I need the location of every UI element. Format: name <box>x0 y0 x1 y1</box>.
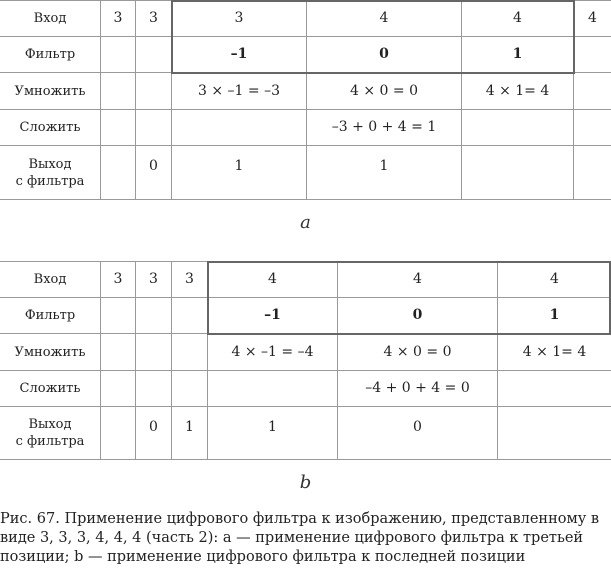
input-cell: 4 <box>462 1 574 37</box>
input-cell: 3 <box>101 262 136 298</box>
output-cell: 1 <box>307 146 462 200</box>
empty-cell <box>101 110 136 146</box>
sum-cell: –4 + 0 + 4 = 0 <box>338 371 498 407</box>
empty-cell <box>101 371 136 407</box>
empty-cell <box>136 37 172 73</box>
label-sum: Сложить <box>0 110 101 146</box>
output-cell: 1 <box>172 146 307 200</box>
empty-cell <box>574 73 611 110</box>
label-filter: Фильтр <box>0 37 101 73</box>
output-cell: 0 <box>136 146 172 200</box>
empty-cell <box>462 146 574 200</box>
input-cell: 4 <box>208 262 338 298</box>
empty-cell <box>462 110 574 146</box>
sublabel-a: a <box>300 212 311 233</box>
empty-cell <box>172 110 307 146</box>
empty-cell <box>574 146 611 200</box>
empty-cell <box>101 407 136 460</box>
input-cell: 3 <box>101 1 136 37</box>
multiply-cell: 4 × 1= 4 <box>498 334 611 371</box>
filter-cell: –1 <box>208 298 338 334</box>
empty-cell <box>172 298 208 334</box>
multiply-cell: 4 × –1 = –4 <box>208 334 338 371</box>
output-cell: 0 <box>338 407 498 460</box>
output-cell: 1 <box>208 407 338 460</box>
input-cell: 4 <box>307 1 462 37</box>
caption-text: Применение цифрового фильтра к изображению, представленному в виде 3, 3, 3, 4, 4, 4 (часть 2): a — применение цифрового фильтра к третьей позиции; b — применение цифрового фильтра к последней позиции <box>0 511 600 565</box>
table-a <box>0 0 611 200</box>
input-cell: 4 <box>574 1 611 37</box>
empty-cell <box>136 371 172 407</box>
table-b <box>0 261 611 460</box>
empty-cell <box>101 73 136 110</box>
multiply-cell: 3 × –1 = –3 <box>172 73 307 110</box>
figure-number: Рис. 67. <box>0 511 60 527</box>
empty-cell <box>172 334 208 371</box>
empty-cell <box>574 37 611 73</box>
empty-cell <box>101 146 136 200</box>
filter-cell: 1 <box>462 37 574 73</box>
sum-cell: –3 + 0 + 4 = 1 <box>307 110 462 146</box>
input-cell: 3 <box>172 1 307 37</box>
label-input: Вход <box>0 1 101 37</box>
output-cell: 0 <box>136 407 172 460</box>
multiply-cell: 4 × 1= 4 <box>462 73 574 110</box>
input-cell: 4 <box>498 262 611 298</box>
empty-cell <box>498 407 611 460</box>
label-multiply: Умножить <box>0 334 101 371</box>
output-cell: 1 <box>172 407 208 460</box>
empty-cell <box>136 110 172 146</box>
input-cell: 3 <box>136 262 172 298</box>
label-multiply: Умножить <box>0 73 101 110</box>
multiply-cell: 4 × 0 = 0 <box>307 73 462 110</box>
empty-cell <box>101 298 136 334</box>
empty-cell <box>498 371 611 407</box>
filter-cell: 0 <box>307 37 462 73</box>
label-sum: Сложить <box>0 371 101 407</box>
empty-cell <box>208 371 338 407</box>
label-input: Вход <box>0 262 101 298</box>
figure-caption <box>0 510 611 567</box>
filter-cell: 1 <box>498 298 611 334</box>
empty-cell <box>136 298 172 334</box>
empty-cell <box>574 110 611 146</box>
input-cell: 3 <box>136 1 172 37</box>
multiply-cell: 4 × 0 = 0 <box>338 334 498 371</box>
sublabel-b: b <box>299 472 312 493</box>
empty-cell <box>101 334 136 371</box>
label-output: Выход с фильтра <box>0 146 101 200</box>
empty-cell <box>136 73 172 110</box>
empty-cell <box>172 371 208 407</box>
input-cell: 4 <box>338 262 498 298</box>
label-filter: Фильтр <box>0 298 101 334</box>
input-cell: 3 <box>172 262 208 298</box>
empty-cell <box>136 334 172 371</box>
filter-cell: 0 <box>338 298 498 334</box>
filter-cell: –1 <box>172 37 307 73</box>
empty-cell <box>101 37 136 73</box>
label-output: Выход с фильтра <box>0 407 101 460</box>
